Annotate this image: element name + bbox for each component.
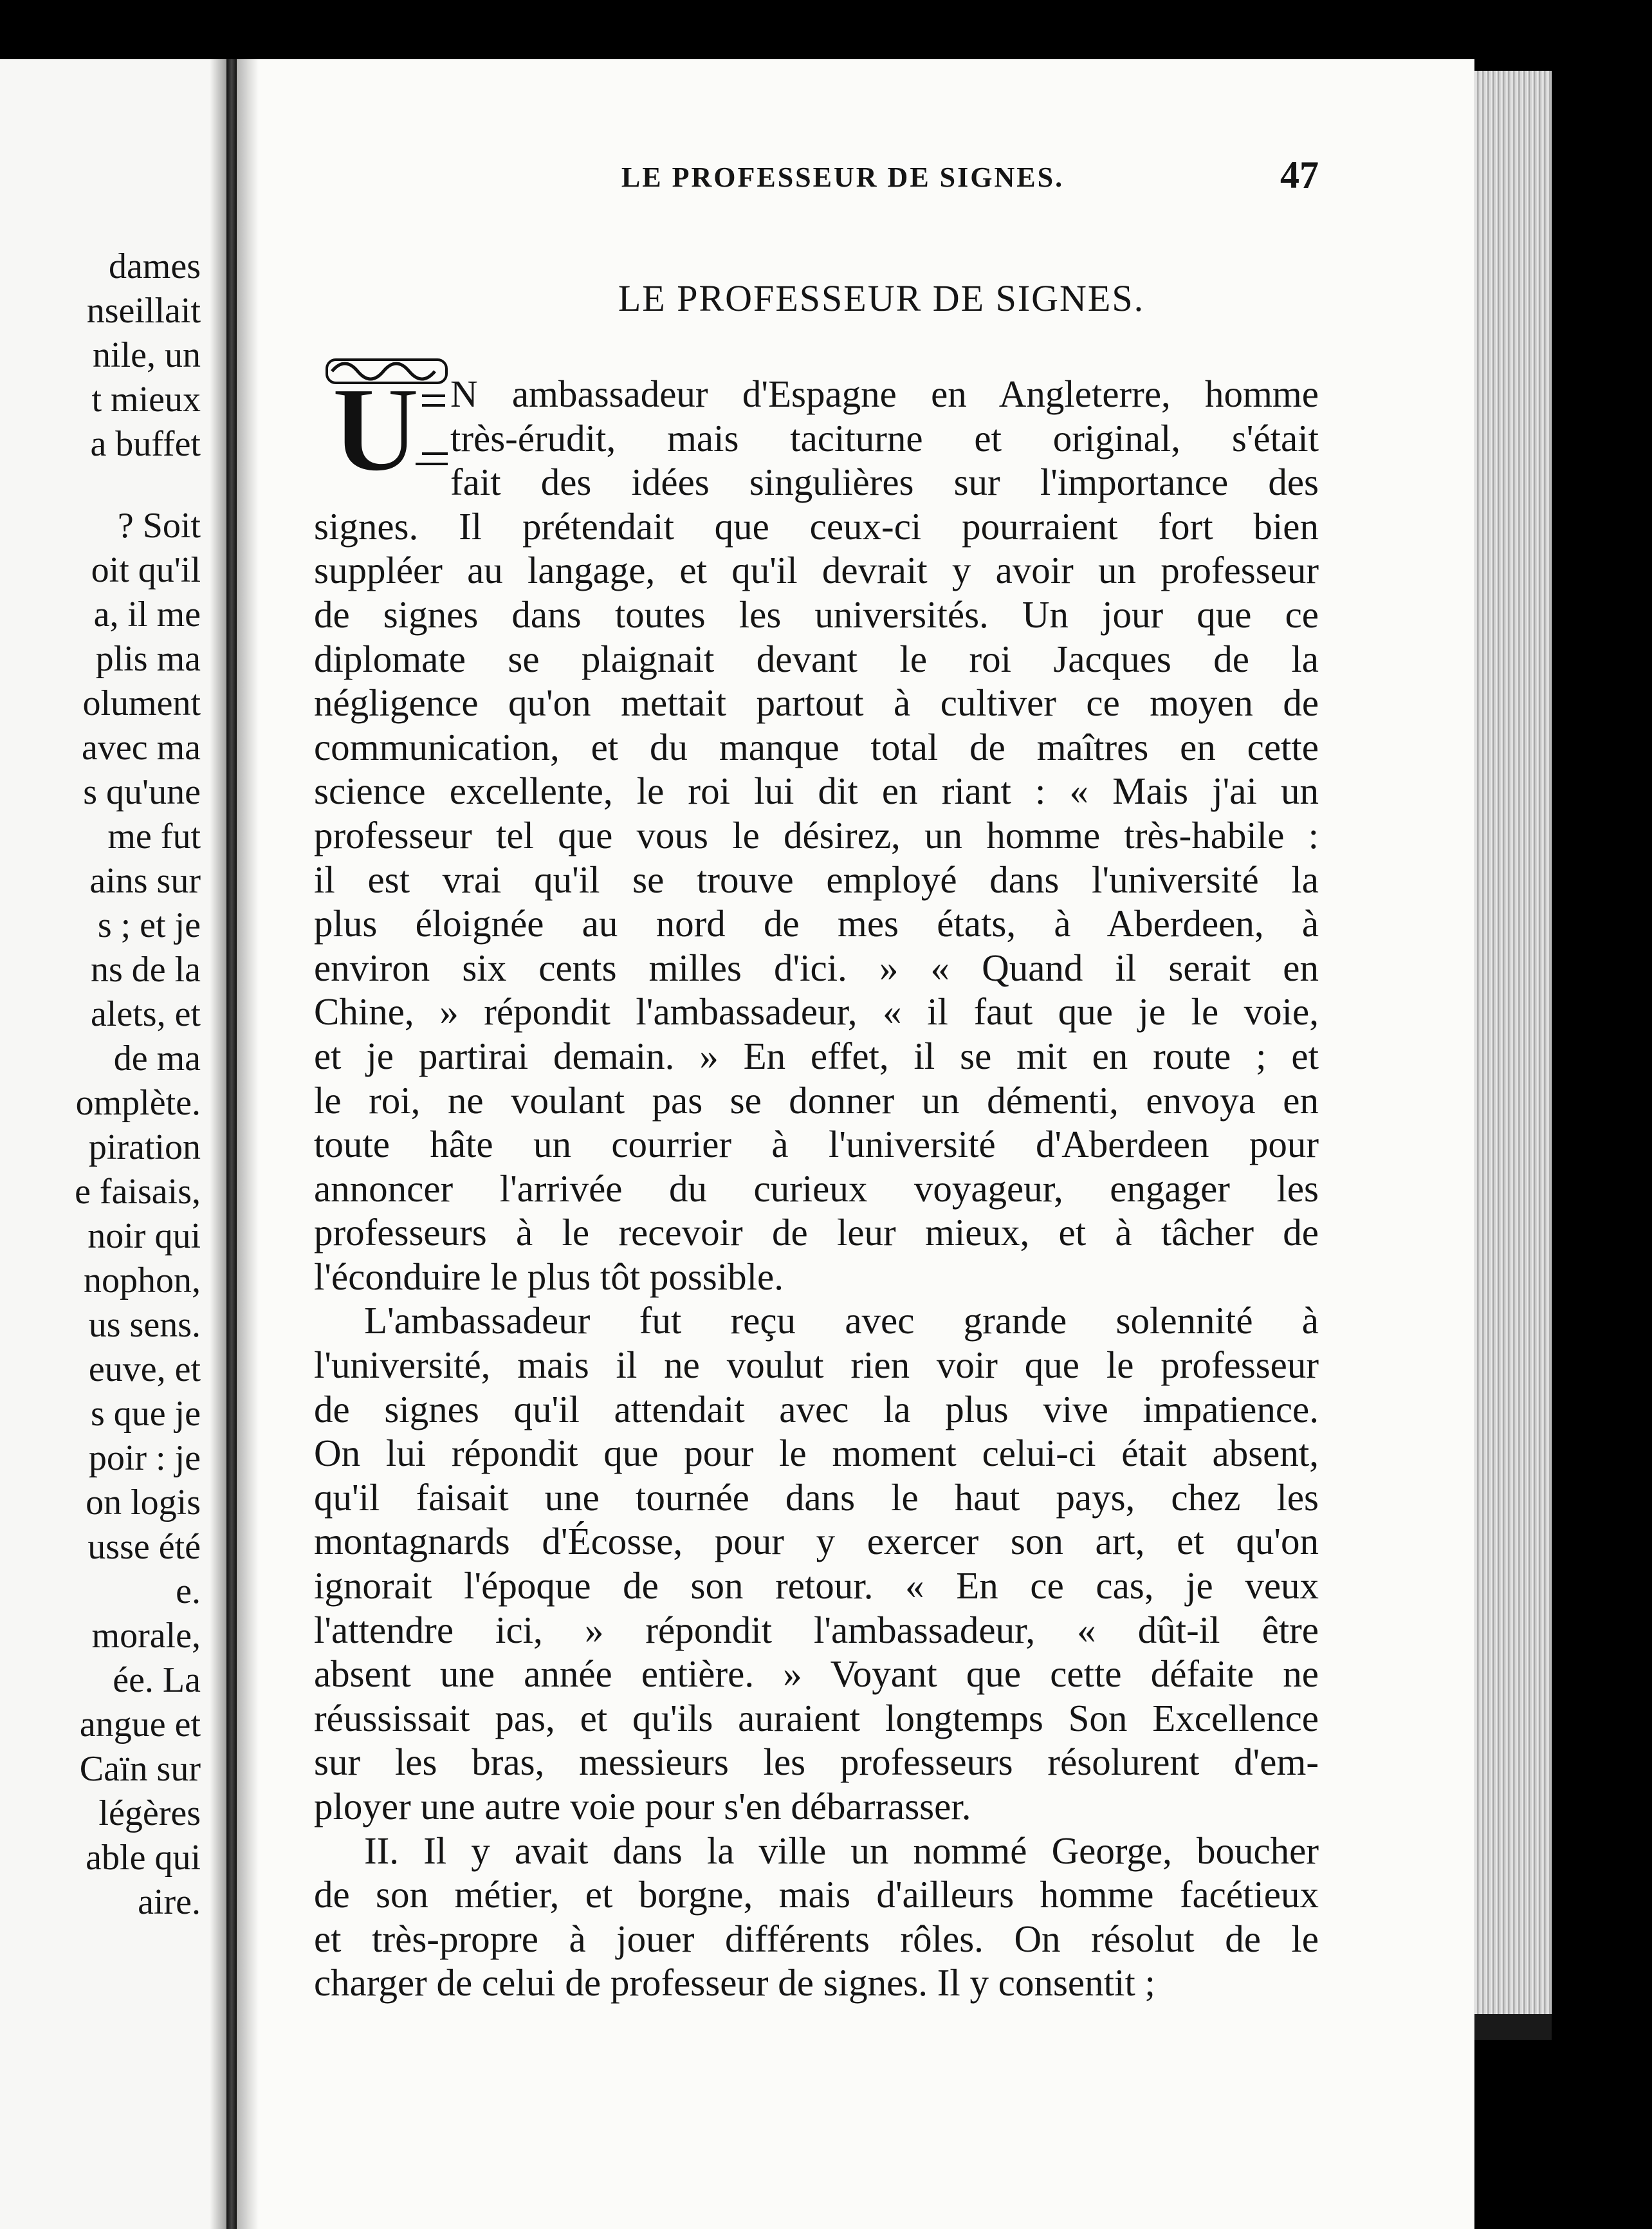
text-line: de son métier, et borgne, mais d'ailleurs homme facétieux [314, 1873, 1319, 1916]
left-page-line: olument [82, 683, 201, 723]
left-page-line: morale, [91, 1616, 201, 1656]
page-edges [1474, 71, 1552, 2014]
text-line: suppléer au langage, et qu'il devrait y avoir un professeur [314, 549, 1319, 592]
text-line: ployer une autre voie pour s'en débarrasser. [314, 1785, 971, 1827]
book-gutter [226, 59, 237, 2229]
page-edges-bottom [1474, 2014, 1552, 2040]
left-page-line: me fut [107, 817, 201, 856]
left-page-line: nile, un [93, 335, 201, 375]
left-page-line: euve, et [88, 1349, 201, 1389]
page-number: 47 [1280, 154, 1319, 196]
left-page-line: able qui [86, 1838, 201, 1878]
left-page-line: s ; et je [97, 905, 201, 945]
text-line: fait des idées singulières sur l'importance des [450, 461, 1319, 504]
text-line: et je partirai demain. » En effet, il se mit en route ; et [314, 1034, 1319, 1077]
text-line: professeurs à le recevoir de leur mieux, et à tâcher de [314, 1211, 1319, 1254]
text-line: L'ambassadeur fut reçu avec grande solennité à [364, 1299, 1319, 1342]
left-page-line: plis ma [95, 639, 201, 679]
text-line: charger de celui de professeur de signes. Il y consentit ; [314, 1961, 1155, 2004]
text-line: négligence qu'on mettait partout à cultiver ce moyen de [314, 681, 1319, 725]
running-title: LE PROFESSEUR DE SIGNES. [621, 162, 1065, 193]
left-page-line: poir : je [88, 1438, 201, 1478]
left-page-line: nseillait [86, 291, 201, 331]
left-page-text [0, 245, 201, 1925]
left-page-line: e faisais, [75, 1172, 201, 1212]
left-page-line: s que je [90, 1394, 201, 1434]
text-line: plus éloignée au nord de mes états, à Aberdeen, à [314, 902, 1319, 945]
left-page-line: us sens. [88, 1305, 201, 1345]
left-page-line: de ma [113, 1039, 201, 1078]
left-facing-page [0, 59, 226, 2229]
left-page-line: e. [176, 1571, 201, 1611]
text-line: qu'il faisait une tournée dans le haut pays, chez les [314, 1475, 1319, 1519]
text-line: Chine, » répondit l'ambassadeur, « il faut que je le voie, [314, 990, 1319, 1033]
text-line: N ambassadeur d'Espagne en Angleterre, homme [450, 373, 1319, 415]
left-page-line: alets, et [90, 994, 201, 1034]
left-page-line: nophon, [84, 1261, 201, 1300]
text-line: l'attendre ici, » répondit l'ambassadeur, « dût-il être [314, 1608, 1319, 1651]
text-line: l'éconduire le plus tôt possible. [314, 1255, 784, 1298]
text-line: toute hâte un courrier à l'université d'Aberdeen pour [314, 1123, 1319, 1166]
gutter-shadow [210, 59, 226, 2229]
left-page-line: ? Soit [117, 506, 201, 546]
left-page-line: ns de la [90, 950, 201, 990]
text-line: science excellente, le roi lui dit en riant : « Mais j'ai un [314, 770, 1319, 813]
left-page-line: légères [98, 1793, 201, 1833]
text-line: diplomate se plaignait devant le roi Jacques de la [314, 637, 1319, 680]
drop-cap-letter: U [331, 362, 420, 479]
text-line: de signes qu'il attendait avec la plus vive impatience. [314, 1387, 1319, 1430]
left-page-line: piration [88, 1127, 201, 1167]
left-page-line [0, 467, 201, 504]
text-line: sur les bras, messieurs les professeurs résolurent d'em- [314, 1741, 1319, 1784]
left-page-line: t mieux [91, 380, 201, 420]
text-line: ignorait l'époque de son retour. « En ce cas, je veux [314, 1564, 1319, 1607]
text-line: et très-propre à jouer différents rôles. On résolut de le [314, 1917, 1319, 1960]
text-line: communication, et du manque total de maîtres en cette [314, 725, 1319, 768]
left-page-line: s qu'une [83, 772, 201, 812]
text-line: absent une année entière. » Voyant que cette défaite ne [314, 1652, 1319, 1696]
text-line: montagnards d'Écosse, pour y exercer son art, et qu'on [314, 1520, 1319, 1563]
left-page-line: omplète. [75, 1083, 201, 1123]
left-page-line: Caïn sur [79, 1749, 201, 1789]
chapter-title: LE PROFESSEUR DE SIGNES. [618, 277, 1145, 319]
left-page-line: aire. [138, 1882, 201, 1922]
left-page-line: ée. La [113, 1660, 201, 1700]
page-curve-shadow [237, 59, 259, 2229]
text-line: signes. Il prétendait que ceux-ci pourraient fort bien [314, 504, 1319, 548]
left-page-line: avec ma [82, 728, 201, 768]
text-line: environ six cents milles d'ici. » « Quand il serait en [314, 946, 1319, 989]
text-line: II. Il y avait dans la ville un nommé George, boucher [364, 1829, 1319, 1872]
left-page-line: oit qu'il [91, 550, 201, 590]
left-page-line: on logis [86, 1483, 201, 1522]
body-text [314, 372, 1319, 2005]
left-page-line: a buffet [90, 424, 201, 464]
text-line: réussissait pas, et qu'ils auraient longtemps Son Excellence [314, 1696, 1319, 1739]
text-line: On lui répondit que pour le moment celui-ci était absent, [314, 1432, 1319, 1475]
text-line: l'université, mais il ne voulut rien voir que le professeur [314, 1344, 1319, 1387]
left-page-line: usse été [87, 1527, 201, 1567]
text-line: le roi, ne voulant pas se donner un démenti, envoya en [314, 1078, 1319, 1122]
text-line: professeur tel que vous le désirez, un homme très-habile : [314, 813, 1319, 856]
text-line: de signes dans toutes les universités. Un jour que ce [314, 593, 1319, 636]
left-page-line: ains sur [89, 861, 201, 901]
left-page-line: noir qui [87, 1216, 201, 1256]
left-page-line: a, il me [93, 595, 201, 634]
text-line: très-érudit, mais taciturne et original, s'était [450, 416, 1319, 459]
text-line: annoncer l'arrivée du curieux voyageur, engager les [314, 1167, 1319, 1210]
left-page-line: angue et [79, 1705, 201, 1744]
text-line: il est vrai qu'il se trouve employé dans l'université la [314, 858, 1319, 901]
left-page-line: dames [108, 246, 201, 286]
